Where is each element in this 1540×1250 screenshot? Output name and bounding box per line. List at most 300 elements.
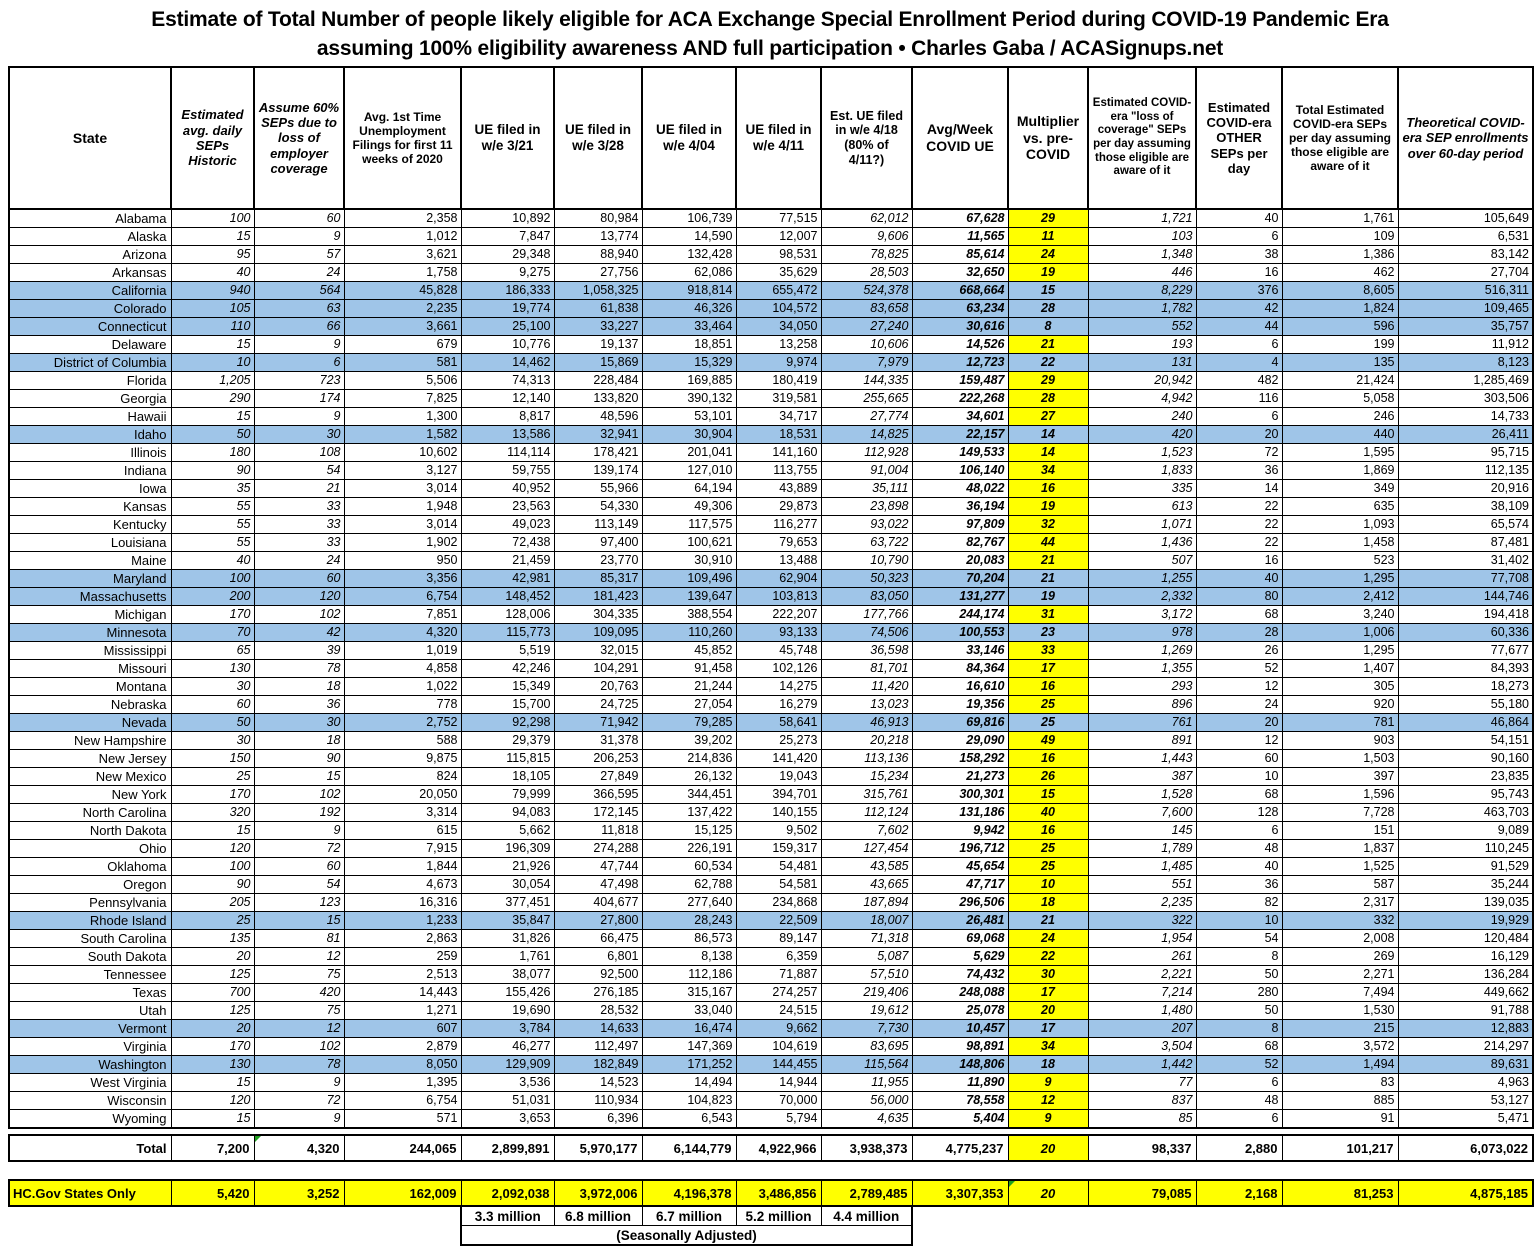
data-cell: 116 (1196, 390, 1282, 408)
data-cell: 112,124 (821, 804, 912, 822)
data-cell: 40 (171, 552, 254, 570)
data-cell: 95,743 (1398, 786, 1533, 804)
data-cell: 79,653 (736, 534, 821, 552)
hcgov-states-row (8, 1179, 1534, 1207)
data-cell: 65,574 (1398, 516, 1533, 534)
data-cell: 19,043 (736, 768, 821, 786)
data-cell: 40,952 (461, 480, 554, 498)
data-cell: 14,733 (1398, 408, 1533, 426)
data-cell: 47,717 (912, 876, 1008, 894)
data-cell: 14 (1008, 444, 1088, 462)
data-cell: 102 (254, 1038, 344, 1056)
data-cell: 1,485 (1088, 858, 1196, 876)
data-cell: 1,528 (1088, 786, 1196, 804)
data-cell: 446 (1088, 264, 1196, 282)
data-cell: 1,523 (1088, 444, 1196, 462)
data-cell: 60 (254, 570, 344, 588)
hcgov-cell: 4,196,378 (642, 1180, 736, 1206)
data-cell: 2,358 (344, 209, 461, 228)
data-cell: 83,142 (1398, 246, 1533, 264)
state-name: Louisiana (9, 534, 171, 552)
data-cell: 14,633 (554, 1020, 642, 1038)
hcgov-cell: 4,875,185 (1398, 1180, 1533, 1206)
row-new-jersey (9, 750, 1533, 768)
data-cell: 6,543 (642, 1110, 736, 1129)
data-cell: 6 (1196, 1110, 1282, 1129)
data-cell: 22 (1196, 516, 1282, 534)
data-cell: 181,423 (554, 588, 642, 606)
data-cell: 15 (171, 408, 254, 426)
data-cell: 115,773 (461, 624, 554, 642)
data-cell: 60 (171, 696, 254, 714)
data-cell: 18,007 (821, 912, 912, 930)
data-cell: 24 (1196, 696, 1282, 714)
data-cell: 14,275 (736, 678, 821, 696)
hcgov-cell: 162,009 (344, 1180, 461, 1206)
data-cell: 104,291 (554, 660, 642, 678)
data-cell: 53,127 (1398, 1092, 1533, 1110)
data-cell: 366,595 (554, 786, 642, 804)
hcgov-values (9, 1180, 1533, 1206)
data-cell: 516,311 (1398, 282, 1533, 300)
data-cell: 248,088 (912, 984, 1008, 1002)
data-cell: 3,621 (344, 246, 461, 264)
total-cell: 4,320 (254, 1135, 344, 1161)
row-west-virginia (9, 1074, 1533, 1092)
data-cell: 60 (254, 209, 344, 228)
data-cell: 91,004 (821, 462, 912, 480)
data-cell: 14 (1008, 426, 1088, 444)
data-cell: 8 (1196, 948, 1282, 966)
data-cell: 46,326 (642, 300, 736, 318)
data-cell: 274,288 (554, 840, 642, 858)
data-cell: 16 (1196, 552, 1282, 570)
data-cell: 93,022 (821, 516, 912, 534)
data-cell: 53,101 (642, 408, 736, 426)
data-cell: 54,151 (1398, 732, 1533, 750)
col-header-assume-60pct: Assume 60% SEPs due to loss of employer coverage (254, 67, 344, 209)
row-maryland (9, 570, 1533, 588)
data-cell: 891 (1088, 732, 1196, 750)
data-cell: 22 (1008, 948, 1088, 966)
data-cell: 274,257 (736, 984, 821, 1002)
data-cell: 113,136 (821, 750, 912, 768)
data-cell: 7,494 (1282, 984, 1398, 1002)
data-cell: 54 (1196, 930, 1282, 948)
data-cell: 1,071 (1088, 516, 1196, 534)
data-cell: 1,233 (344, 912, 461, 930)
data-cell: 19 (1008, 264, 1088, 282)
data-cell: 296,506 (912, 894, 1008, 912)
data-cell: 18 (1008, 894, 1088, 912)
row-michigan (9, 606, 1533, 624)
data-cell: 147,369 (642, 1038, 736, 1056)
data-cell: 34,601 (912, 408, 1008, 426)
hcgov-cell: 79,085 (1088, 1180, 1196, 1206)
col-header-ue-we-4-04: UE filed in w/e 4/04 (642, 67, 736, 209)
data-cell: 148,806 (912, 1056, 1008, 1074)
data-cell: 65 (171, 642, 254, 660)
data-cell: 42,981 (461, 570, 554, 588)
data-cell: 1,525 (1282, 858, 1398, 876)
data-cell: 114,114 (461, 444, 554, 462)
data-cell: 903 (1282, 732, 1398, 750)
data-cell: 244,174 (912, 606, 1008, 624)
total-multiplier-cell: 20 (1008, 1135, 1088, 1161)
row-rhode-island (9, 912, 1533, 930)
data-cell: 15 (171, 228, 254, 246)
data-cell: 200 (171, 588, 254, 606)
state-name: Oregon (9, 876, 171, 894)
data-cell: 14,944 (736, 1074, 821, 1092)
data-cell: 36,194 (912, 498, 1008, 516)
data-cell: 18,105 (461, 768, 554, 786)
state-name: New Hampshire (9, 732, 171, 750)
data-cell: 1,954 (1088, 930, 1196, 948)
data-cell: 12 (254, 948, 344, 966)
data-cell: 440 (1282, 426, 1398, 444)
data-cell: 102 (254, 606, 344, 624)
data-cell: 207 (1088, 1020, 1196, 1038)
data-cell: 21,273 (912, 768, 1008, 786)
data-cell: 45,828 (344, 282, 461, 300)
data-cell: 58,641 (736, 714, 821, 732)
data-cell: 1,295 (1282, 570, 1398, 588)
data-cell: 144,335 (821, 372, 912, 390)
total-cell: 3,938,373 (821, 1135, 912, 1161)
data-cell: 420 (1088, 426, 1196, 444)
data-cell: 110,934 (554, 1092, 642, 1110)
data-cell: 1,902 (344, 534, 461, 552)
data-cell: 7,851 (344, 606, 461, 624)
data-cell: 394,701 (736, 786, 821, 804)
state-name: Minnesota (9, 624, 171, 642)
data-cell: 77,677 (1398, 642, 1533, 660)
data-cell: 39,202 (642, 732, 736, 750)
state-name: Arkansas (9, 264, 171, 282)
row-oregon (9, 876, 1533, 894)
data-cell: 74,313 (461, 372, 554, 390)
data-cell: 130 (171, 660, 254, 678)
data-cell: 103 (1088, 228, 1196, 246)
data-cell: 32,941 (554, 426, 642, 444)
data-cell: 587 (1282, 876, 1398, 894)
state-name: Wyoming (9, 1110, 171, 1129)
data-cell: 29 (1008, 372, 1088, 390)
data-cell: 45,654 (912, 858, 1008, 876)
data-cell: 72,438 (461, 534, 554, 552)
data-cell: 6 (1196, 228, 1282, 246)
state-name: Connecticut (9, 318, 171, 336)
row-vermont (9, 1020, 1533, 1038)
data-cell: 54 (254, 876, 344, 894)
row-oklahoma (9, 858, 1533, 876)
data-cell: 2,235 (1088, 894, 1196, 912)
data-cell: 95,715 (1398, 444, 1533, 462)
data-cell: 127,010 (642, 462, 736, 480)
data-cell: 1,348 (1088, 246, 1196, 264)
data-cell: 27,054 (642, 696, 736, 714)
row-wyoming (9, 1110, 1533, 1129)
data-cell: 54,581 (736, 876, 821, 894)
state-name: North Carolina (9, 804, 171, 822)
data-cell: 128 (1196, 804, 1282, 822)
data-cell: 35,244 (1398, 876, 1533, 894)
row-tennessee (9, 966, 1533, 984)
data-cell: 581 (344, 354, 461, 372)
row-delaware (9, 336, 1533, 354)
data-cell: 66,475 (554, 930, 642, 948)
data-cell: 978 (1088, 624, 1196, 642)
data-cell: 68 (1196, 1038, 1282, 1056)
data-cell: 240 (1088, 408, 1196, 426)
data-cell: 15 (171, 1074, 254, 1092)
total-cell: 244,065 (344, 1135, 461, 1161)
data-cell: 15,869 (554, 354, 642, 372)
state-name: North Dakota (9, 822, 171, 840)
data-cell: 20,942 (1088, 372, 1196, 390)
data-cell: 14,523 (554, 1074, 642, 1092)
data-cell: 837 (1088, 1092, 1196, 1110)
data-cell: 57 (254, 246, 344, 264)
data-cell: 16 (1008, 750, 1088, 768)
data-cell: 10,457 (912, 1020, 1008, 1038)
row-mississippi (9, 642, 1533, 660)
data-cell: 320 (171, 804, 254, 822)
data-cell: 315,761 (821, 786, 912, 804)
data-cell: 607 (344, 1020, 461, 1038)
data-cell: 7,728 (1282, 804, 1398, 822)
data-cell: 11,565 (912, 228, 1008, 246)
data-cell: 10,602 (344, 444, 461, 462)
data-cell: 1,494 (1282, 1056, 1398, 1074)
data-cell: 71,318 (821, 930, 912, 948)
data-cell: 15,125 (642, 822, 736, 840)
data-cell: 3,014 (344, 516, 461, 534)
data-cell: 145 (1088, 822, 1196, 840)
data-cell: 596 (1282, 318, 1398, 336)
data-cell: 25 (1008, 840, 1088, 858)
data-cell: 1,480 (1088, 1002, 1196, 1020)
data-cell: 21,424 (1282, 372, 1398, 390)
data-cell: 16 (1008, 822, 1088, 840)
data-cell: 723 (254, 372, 344, 390)
data-cell: 3,536 (461, 1074, 554, 1092)
data-cell: 35 (171, 480, 254, 498)
row-iowa (9, 480, 1533, 498)
data-cell: 7,602 (821, 822, 912, 840)
total-cell: 6,073,022 (1398, 1135, 1533, 1161)
data-cell: 16 (1008, 480, 1088, 498)
data-cell: 78 (254, 660, 344, 678)
data-cell: 42 (1196, 300, 1282, 318)
data-cell: 18,851 (642, 336, 736, 354)
state-name: Alaska (9, 228, 171, 246)
data-cell: 11,955 (821, 1074, 912, 1092)
total-cell: 101,217 (1282, 1135, 1398, 1161)
data-cell: 158,292 (912, 750, 1008, 768)
data-cell: 6 (1196, 822, 1282, 840)
data-cell: 29,090 (912, 732, 1008, 750)
data-cell: 28,243 (642, 912, 736, 930)
data-cell: 177,766 (821, 606, 912, 624)
data-cell: 34,050 (736, 318, 821, 336)
data-cell: 52 (1196, 660, 1282, 678)
data-cell: 1,058,325 (554, 282, 642, 300)
data-cell: 137,422 (642, 804, 736, 822)
data-cell: 1,271 (344, 1002, 461, 1020)
state-name: Idaho (9, 426, 171, 444)
data-cell: 1,782 (1088, 300, 1196, 318)
data-cell: 84,364 (912, 660, 1008, 678)
data-cell: 32 (1008, 516, 1088, 534)
data-cell: 33 (1008, 642, 1088, 660)
data-cell: 349 (1282, 480, 1398, 498)
data-cell: 259 (344, 948, 461, 966)
data-cell: 14 (1196, 480, 1282, 498)
data-cell: 78,825 (821, 246, 912, 264)
data-cell: 23,563 (461, 498, 554, 516)
col-header-historic-seps: Estimated avg. daily SEPs Historic (171, 67, 254, 209)
data-cell: 16 (1008, 678, 1088, 696)
data-cell: 12,140 (461, 390, 554, 408)
data-cell: 85 (1088, 1110, 1196, 1129)
total-cell: 2,880 (1196, 1135, 1282, 1161)
data-cell: 34 (1008, 1038, 1088, 1056)
data-cell: 93,133 (736, 624, 821, 642)
data-cell: 12,007 (736, 228, 821, 246)
data-cell: 2,221 (1088, 966, 1196, 984)
data-cell: 100 (171, 570, 254, 588)
data-cell: 43,889 (736, 480, 821, 498)
data-cell: 55 (171, 498, 254, 516)
data-cell: 344,451 (642, 786, 736, 804)
data-cell: 40 (1196, 858, 1282, 876)
data-cell: 33 (254, 516, 344, 534)
data-cell: 117,575 (642, 516, 736, 534)
data-cell: 3,653 (461, 1110, 554, 1129)
row-washington (9, 1056, 1533, 1074)
data-cell: 12,723 (912, 354, 1008, 372)
data-cell: 103,813 (736, 588, 821, 606)
data-cell: 397 (1282, 768, 1398, 786)
data-cell: 3,661 (344, 318, 461, 336)
data-cell: 1,019 (344, 642, 461, 660)
data-cell: 9 (254, 1110, 344, 1129)
data-cell: 1,596 (1282, 786, 1398, 804)
data-cell: 28,503 (821, 264, 912, 282)
data-cell: 6 (254, 354, 344, 372)
data-cell: 4,673 (344, 876, 461, 894)
data-cell: 2,513 (344, 966, 461, 984)
data-cell: 70,204 (912, 570, 1008, 588)
data-cell: 778 (344, 696, 461, 714)
state-name: Virginia (9, 1038, 171, 1056)
data-cell: 16,316 (344, 894, 461, 912)
data-cell: 49 (1008, 732, 1088, 750)
data-cell: 155,426 (461, 984, 554, 1002)
data-cell: 25 (1008, 714, 1088, 732)
data-cell: 40 (1196, 570, 1282, 588)
data-cell: 13,488 (736, 552, 821, 570)
data-cell: 60 (254, 858, 344, 876)
data-cell: 54 (254, 462, 344, 480)
data-cell: 5,794 (736, 1110, 821, 1129)
state-name: South Carolina (9, 930, 171, 948)
state-name: Georgia (9, 390, 171, 408)
data-cell: 9,875 (344, 750, 461, 768)
data-cell: 15,349 (461, 678, 554, 696)
data-cell: 48 (1196, 1092, 1282, 1110)
data-cell: 83,695 (821, 1038, 912, 1056)
data-cell: 2,235 (344, 300, 461, 318)
data-cell: 700 (171, 984, 254, 1002)
hcgov-cell: 2,789,485 (821, 1180, 912, 1206)
data-cell: 120 (171, 1092, 254, 1110)
data-cell: 10 (171, 354, 254, 372)
data-cell: 7,214 (1088, 984, 1196, 1002)
row-north-dakota (9, 822, 1533, 840)
state-name: Washington (9, 1056, 171, 1074)
data-cell: 104,619 (736, 1038, 821, 1056)
data-cell: 7,730 (821, 1020, 912, 1038)
row-alaska (9, 228, 1533, 246)
data-cell: 170 (171, 786, 254, 804)
row-texas (9, 984, 1533, 1002)
data-cell: 25 (1008, 858, 1088, 876)
data-cell: 38 (1196, 246, 1282, 264)
data-cell: 148,452 (461, 588, 554, 606)
data-cell: 110 (171, 318, 254, 336)
data-cell: 71,887 (736, 966, 821, 984)
data-cell: 4,963 (1398, 1074, 1533, 1092)
data-cell: 1,255 (1088, 570, 1196, 588)
data-cell: 940 (171, 282, 254, 300)
row-montana (9, 678, 1533, 696)
data-cell: 261 (1088, 948, 1196, 966)
data-cell: 170 (171, 606, 254, 624)
data-cell: 950 (344, 552, 461, 570)
data-cell: 6,754 (344, 1092, 461, 1110)
data-cell: 109,465 (1398, 300, 1533, 318)
data-cell: 15 (171, 1110, 254, 1129)
data-cell: 141,160 (736, 444, 821, 462)
data-cell: 8,817 (461, 408, 554, 426)
data-cell: 50 (1196, 966, 1282, 984)
row-north-carolina (9, 804, 1533, 822)
data-cell: 106,140 (912, 462, 1008, 480)
data-cell: 9,089 (1398, 822, 1533, 840)
data-cell: 14,825 (821, 426, 912, 444)
state-name: California (9, 282, 171, 300)
data-cell: 136,284 (1398, 966, 1533, 984)
data-cell: 141,420 (736, 750, 821, 768)
data-cell: 100,621 (642, 534, 736, 552)
data-cell: 3,240 (1282, 606, 1398, 624)
data-cell: 2,863 (344, 930, 461, 948)
data-cell: 9 (254, 228, 344, 246)
data-cell: 79,285 (642, 714, 736, 732)
data-cell: 90 (171, 876, 254, 894)
data-cell: 523 (1282, 552, 1398, 570)
data-cell: 7,915 (344, 840, 461, 858)
data-cell: 47,744 (554, 858, 642, 876)
data-cell: 33,040 (642, 1002, 736, 1020)
data-cell: 104,823 (642, 1092, 736, 1110)
hcgov-cell: 3,252 (254, 1180, 344, 1206)
data-cell: 24 (1008, 930, 1088, 948)
data-cell: 130 (171, 1056, 254, 1074)
